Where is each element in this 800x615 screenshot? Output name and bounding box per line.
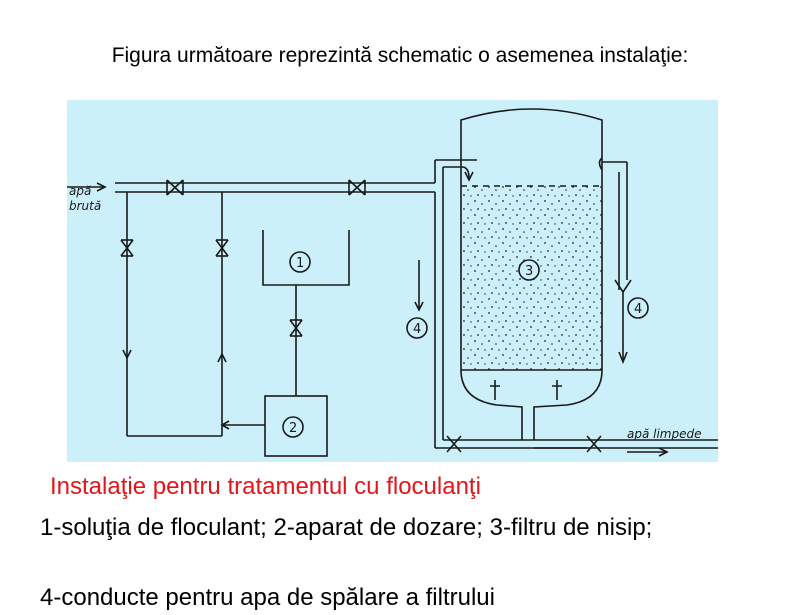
legend-line-1: 1-soluţia de floculant; 2-aparat de dozare; 3-filtru de nisip; [40,514,653,541]
raw-water-inlet-pipe [67,183,435,192]
page-heading: Figura următoare reprezintă schematic o asemenea instalaţie: [111,44,689,67]
label-3: 3 [525,264,534,279]
figure-caption: Instalaţie pentru tratamentul cu floculanţi [50,473,481,500]
inlet-label-line1: apă [69,184,92,198]
dosing-loop-pipes [123,192,265,436]
flocculant-tank [263,230,349,396]
installation-diagram [67,100,718,462]
label-2: 2 [289,421,298,436]
legend-line-2: 4-conducte pentru apa de spălare a filtrului [40,584,495,611]
diagram-svg [67,100,718,462]
label-1: 1 [296,256,305,271]
inlet-label-line2: brută [69,199,102,213]
label-4-left: 4 [413,322,422,337]
outlet-label: apă limpede [627,427,702,441]
label-4-right: 4 [634,302,643,317]
wash-water-pipe-right [600,158,649,362]
